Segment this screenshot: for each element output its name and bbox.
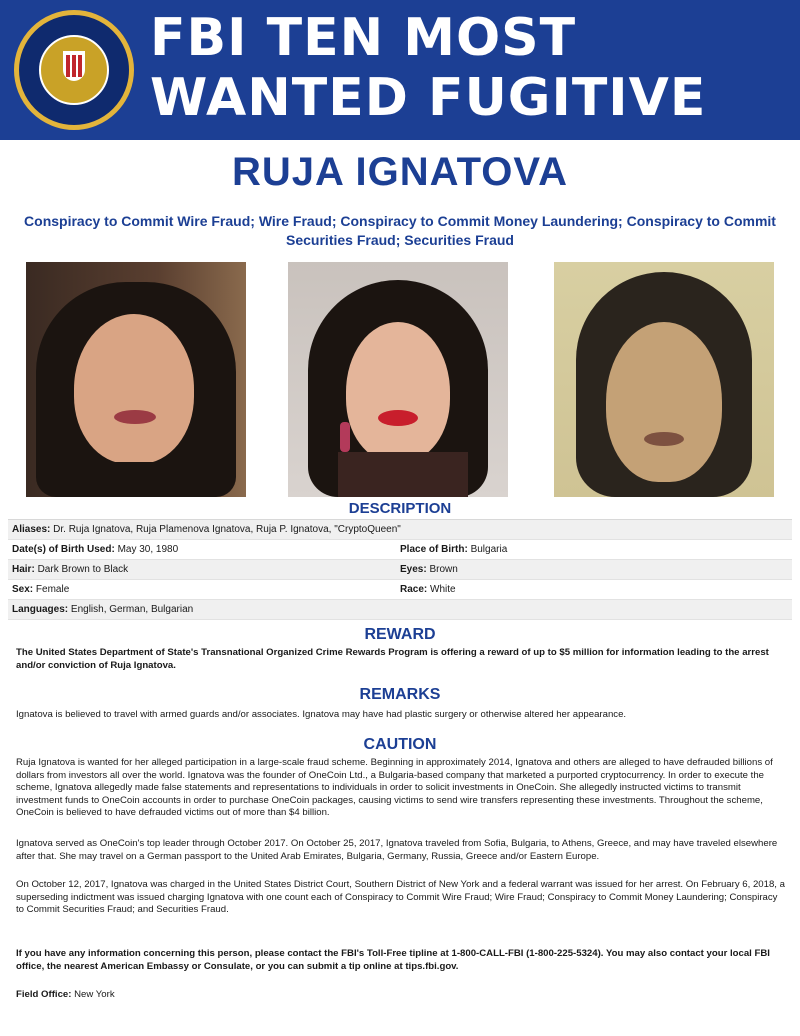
sex-value: Female: [35, 584, 70, 595]
description-table: [8, 519, 792, 620]
dob-cell: [12, 544, 178, 555]
dob-value: May 30, 1980: [117, 544, 179, 555]
table-row: [8, 560, 792, 580]
languages-value: English, German, Bulgarian: [70, 604, 194, 615]
dob-label: Date(s) of Birth Used:: [12, 544, 115, 555]
contact-text: If you have any information concerning this person, please contact the FBI's Toll-Free tipline at 1-800-CALL-FBI (1-800-225-5324). You may also contact your local FBI office, the nearest American Embassy or Consulate, or you can submit a tip online at tips.fbi.gov.: [16, 948, 770, 972]
table-row: [8, 580, 792, 600]
eyes-label: Eyes:: [400, 564, 427, 575]
pob-label: Place of Birth:: [400, 544, 468, 555]
caution-paragraph-2: Ignatova served as OneCoin's top leader through October 2017. On October 25, 2017, Ignatova traveled from Sofia, Bulgaria, to Athens, Greece, and may have traveled elsewhere after that. She may travel on a German passport to the United Arab Emirates, Bulgaria, Germany, Russia, Greece and/or Eastern Europe.: [16, 838, 778, 862]
description-title: DESCRIPTION: [348, 500, 452, 517]
fugitive-photo-3: [554, 262, 774, 497]
fugitive-photo-1: [26, 262, 246, 497]
poster-title: [150, 8, 790, 128]
table-row: [8, 540, 792, 560]
field-office-value: New York: [74, 989, 115, 1000]
languages-label: Languages:: [12, 604, 69, 615]
pob-value: Bulgaria: [470, 544, 508, 555]
fugitive-name: RUJA IGNATOVA: [232, 150, 568, 194]
reward-text: The United States Department of State's Transnational Organized Crime Rewards Program is offering a reward of up to $5 million for information leading to the arrest and/or conviction of Ruja Ignatova.: [16, 647, 769, 671]
poster-header: [0, 0, 800, 140]
sex-label: Sex:: [12, 584, 34, 595]
aliases-value: Dr. Ruja Ignatova, Ruja Plamenova Ignatova, Ruja P. Ignatova, "CryptoQueen": [53, 524, 401, 535]
field-office: [16, 989, 786, 1002]
table-row: [8, 520, 792, 540]
caution-paragraph-1: Ruja Ignatova is wanted for her alleged participation in a large-scale fraud scheme. Beginning in approximately 2014, Ignatova and others are alleged to have defrauded billions of dollars from investors all over the world. Ignatova was the founder of OneCoin Ltd., a Bulgaria-based company that marketed a purported cryptocurrency. In order to execute the scheme, Ignatova allegedly made false statements and representations to individuals in order to solicit investments in OneCoin. She allegedly instructed victims to transmit investment funds to OneCoin accounts in order to purchase OneCoin packages, causing victims to send wire transfers representing these investments. Throughout the scheme, OneCoin is believed to have defrauded victims out of more than $4 billion.: [16, 757, 773, 818]
table-row: [8, 600, 792, 620]
race-cell: [400, 584, 456, 595]
eyes-value: Brown: [429, 564, 458, 575]
pob-cell: [400, 544, 507, 555]
title-line-1: FBI TEN MOST: [150, 8, 577, 68]
languages-cell: [12, 604, 193, 615]
fbi-seal-icon: [14, 10, 134, 130]
remarks-title: REMARKS: [359, 686, 441, 703]
fugitive-charges: Conspiracy to Commit Wire Fraud; Wire Fraud; Conspiracy to Commit Money Laundering; Conspiracy to Commit Securities Fraud; Securities Fraud: [24, 213, 776, 248]
caution-title: CAUTION: [363, 736, 437, 753]
race-label: Race:: [400, 584, 428, 595]
aliases-cell: [12, 524, 401, 535]
title-line-2: WANTED FUGITIVE: [150, 68, 707, 128]
remarks-text: Ignatova is believed to travel with armed guards and/or associates. Ignatova may have had plastic surgery or otherwise altered her appearance.: [16, 709, 627, 720]
hair-cell: [12, 564, 128, 575]
fugitive-photo-2: [288, 262, 508, 497]
race-value: White: [430, 584, 456, 595]
reward-title: REWARD: [364, 626, 436, 643]
seal-center: [39, 35, 109, 105]
sex-cell: [12, 584, 69, 595]
hair-value: Dark Brown to Black: [37, 564, 129, 575]
aliases-label: Aliases:: [12, 524, 51, 535]
seal-shield-icon: [63, 51, 85, 81]
hair-label: Hair:: [12, 564, 35, 575]
field-office-label: Field Office:: [16, 989, 72, 1000]
caution-paragraph-3: On October 12, 2017, Ignatova was charged in the United States District Court, Southern District of New York and a federal warrant was issued for her arrest. On February 6, 2018, a superseding indictment was issued charging Ignatova with one count each of Conspiracy to Commit Wire Fraud; Wire Fraud; Conspiracy to Commit Money Laundering; Conspiracy to Commit Securities Fraud; and Securities Fraud.: [16, 879, 785, 915]
eyes-cell: [400, 564, 458, 575]
